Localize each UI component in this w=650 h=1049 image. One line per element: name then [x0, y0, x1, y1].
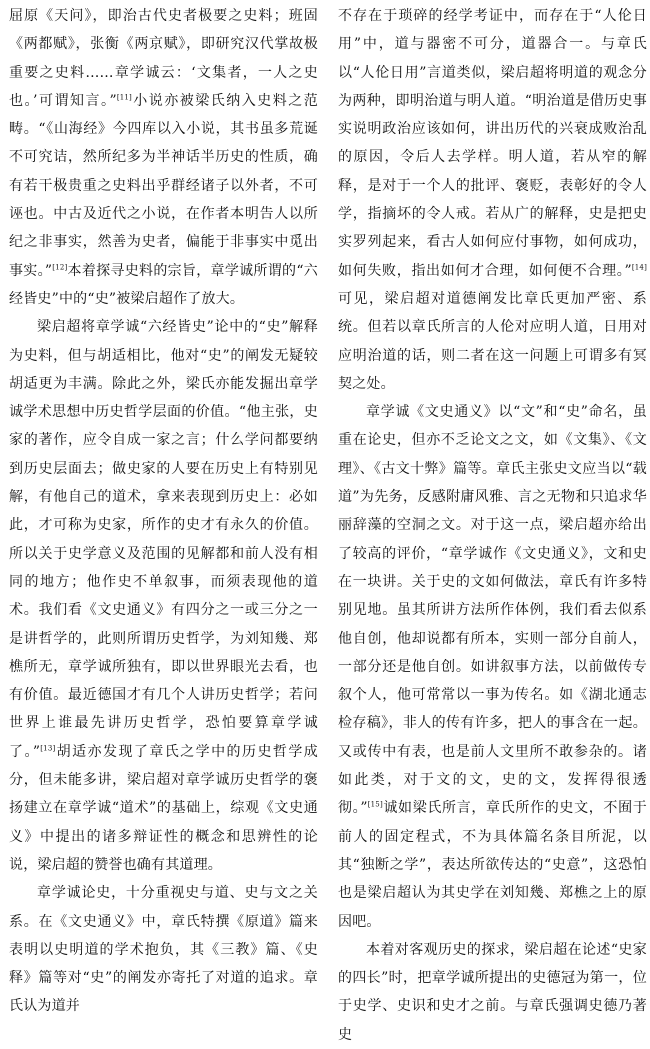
footnote-marker: [15]	[367, 800, 383, 809]
paragraph	[9, 879, 318, 1020]
right-column	[338, 2, 647, 1049]
paragraph	[338, 2, 647, 398]
text-run: 梁启超将章学诚“六经皆史”论中的“史”解释为史料，但与胡适相比，他对“史”的阐发无疑较胡适更为丰满。除此之外，梁氏亦能发掘出章学诚学术思想中历史哲学层面的价值。“他主张，史家的著作，应令自成一家之言；什么学问都要纳到历史层面去；做史家的人要在历史上有特别见解，有他自己的道术，拿来表现到历史上：必如此，才可称为史家，所作的史才有永久的价值。所以关于史学意义及范围的见解都和前人没有相同的地方；他作史不单叙事，而须表现他的道术。我们看《文史通义》有四分之一或三分之一是讲哲学的，此则所谓历史哲学，为刘知幾、郑樵所无，章学诚所独有，即以世界眼光去看，也有价值。最近德国才有几个人讲历史哲学；若问世界上谁最先讲历史哲学，恐怕要算章学诚了。”	[9, 319, 318, 760]
footnote-marker: [14]	[631, 263, 647, 272]
paragraph	[9, 2, 318, 313]
text-run: 诚如梁氏所言，章氏所作的史文，不囿于前人的固定程式，不为具体篇名条目所泥，以其“独断之学”，表达所欲传达的“史意”，这恐怕也是梁启超认为其史学在刘知幾、郑樵之上的原因吧。	[338, 800, 647, 930]
text-run: 可见，梁启超对道德阐发比章氏更加严密、系统。但若以章氏所言的人伦对应明人道，日用对应明治道的话，则二者在这一问题上可谓多有冥契之处。	[338, 290, 647, 392]
footnote-marker: [13]	[40, 744, 56, 753]
text-run: 胡适亦发现了章氏之学中的历史哲学成分，但未能多讲，梁启超对章学诚历史哲学的褒扬建立在章学诚“道术”的基础上，综观《文史通义》中提出的诸多辩证性的概念和思辨性的论说，梁启超的赞誉也确有其道理。	[9, 743, 318, 873]
paragraph	[338, 398, 647, 936]
paragraph	[9, 313, 318, 879]
text-run: 章学诚《文史通义》以“文”和“史”命名，虽重在论史，但亦不乏论文之文，如《文集》、《文理》、《古文十弊》篇等。章氏主张史文应当以“载道”为先务，反感附庸风雅、言之无物和只追求华丽辞藻的空洞之文。对于这一点，梁启超亦给出了较高的评价，“章学诚作《文史通义》，文和史在一块讲。关于史的文如何做法，章氏有许多特别见地。虽其所讲方法所作体例，我们看去似系他自创，他却说都有所本，实则一部分自前人，一部分还是他自创。如讲叙事方法，以前做传专叙个人，他可常常以一事为传名。如《湖北通志检存稿》，非人的传有许多，把人的事含在一起。又或传中有表，也是前人文里所不敢参杂的。诸如此类，对于文的文，史的文，发挥得很透彻。”	[338, 404, 647, 817]
text-run: 不存在于琐碎的经学考证中，而存在于“人伦日用”中，道与器密不可分，道器合一。与章氏以“人伦日用”言道类似，梁启超将明道的观念分为两种，即明治道与明人道。“明治道是借历史事实说明政治应该如何，讲出历代的兴衰成败治乱的原因，令后人去学样。明人道，若从窄的解释，是对于一个人的批评、褒贬，表彰好的令人学，指摘坏的令人戒。若从广的解释，史是把史实罗列起来，看古人如何应付事物，如何成功，如何失败，指出如何才合理，如何便不合理。”	[338, 8, 647, 279]
footnote-marker: [12]	[52, 263, 68, 272]
text-run: 章学诚论史，十分重视史与道、史与文之关系。在《文史通义》中，章氏特撰《原道》篇来表明以史明道的学术抱负，其《三教》篇、《史释》篇等对“史”的阐发亦寄托了对道的追求。章氏认为道并	[9, 885, 318, 1015]
text-run: 本着探寻史料的宗旨，章学诚所谓的“六经皆史”中的“史”被梁启超作了放大。	[9, 262, 318, 307]
text-run: 本着对客观历史的探求，梁启超在论述“史家的四长”时，把章学诚所提出的史德冠为第一，位于史学、史识和史才之前。与章氏强调史德乃著史	[338, 941, 647, 1043]
paragraph	[338, 936, 647, 1049]
text-run: 屈原《天问》，即治古代史者极要之史料；班固《两都赋》，张衡《两京赋》，即研究汉代掌故极重要之史料……章学诚云：‘文集者，一人之史也。’可谓知言。”	[9, 8, 318, 109]
text-run: 小说亦被梁氏纳入史料之范畴。“《山海经》今四库以入小说，其书虽多荒诞不可究诘，然所纪多为半神话半历史的性质，确有若干极贵重之史料出乎群经诸子以外者，不可诬也。中古及近代之小说，在作者本明告人以所纪之非事实，然善为史者，偏能于非事实中觅出事实。”	[9, 92, 318, 279]
left-column	[9, 2, 318, 1021]
footnote-marker: [11]	[116, 93, 132, 102]
